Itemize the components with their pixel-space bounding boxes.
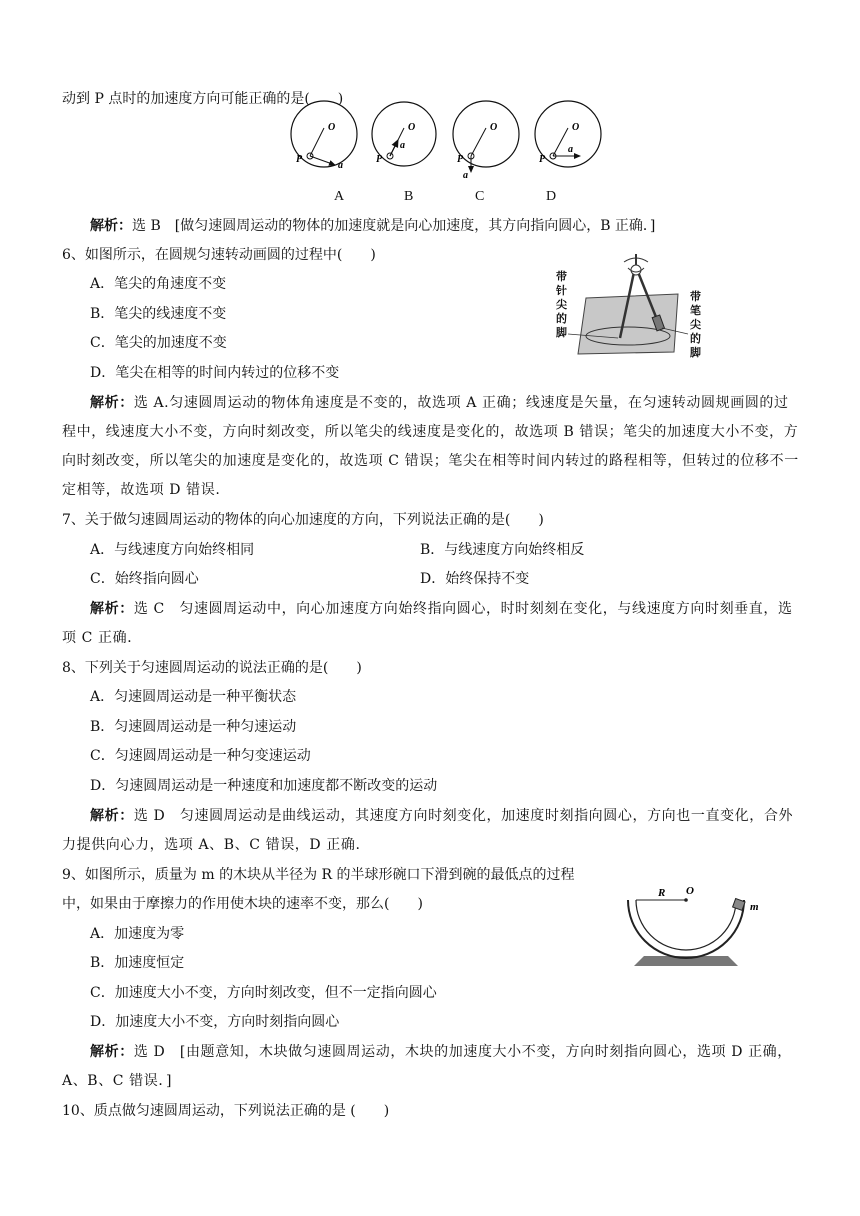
q5-caption-c: C <box>475 189 485 204</box>
q8-stem: 8、下列关于匀速圆周运动的说法正确的是( ) <box>62 660 362 676</box>
q6-analysis-label: 解析： <box>90 395 134 411</box>
q9-bowl-figure <box>616 880 776 970</box>
q5-figure-d-label-p: P <box>539 154 546 165</box>
q5-analysis <box>90 216 830 236</box>
q9-option-c: C．加速度大小不变，方向时刻改变，但不一定指向圆心 <box>90 985 437 1001</box>
svg-text:针: 针 <box>556 285 567 297</box>
q5-stem-end: 动到 P 点时的加速度方向可能正确的是( ) <box>62 91 344 107</box>
q9-stem-line1: 9、如图所示，质量为 m 的木块从半径为 R 的半球形碗口下滑到碗的最低点的过程 <box>62 867 575 883</box>
q6-compass-figure <box>548 250 718 360</box>
q5-figure-d <box>535 101 601 167</box>
q9-label-r: R <box>658 887 666 899</box>
q5-analysis-text: 选 B [做匀速圆周运动的物体的加速度就是向心加速度，其方向指向圆心，B 正确．] <box>132 218 656 234</box>
q6-analysis <box>62 389 800 505</box>
q8-option-a: A．匀速圆周运动是一种平衡状态 <box>90 689 297 705</box>
q8-option-b: B．匀速圆周运动是一种匀速运动 <box>90 719 297 735</box>
svg-text:带: 带 <box>556 271 567 283</box>
q6-analysis-text: 选 A.匀速圆周运动的物体角速度是不变的，故选项 A 正确；线速度是矢量，在匀速转动圆规画圆的过程中，线速度大小不变，方向时刻改变，所以笔尖的线速度是变化的，故选项 B 错误；笔尖的加速度大小不变，方向时刻改变，所以笔尖的加速度是变化的，故选项 C 错误；笔尖在相等时间内转过的路程相等，但转过的位移不一定相等，故选项 D 错误. <box>62 395 799 498</box>
q9-label-m: m <box>750 901 759 913</box>
q5-figure-a-label-p: P <box>296 154 303 165</box>
q5-figure-a-label-a: a <box>338 160 343 171</box>
q9-label-o: O <box>686 885 694 897</box>
q8-analysis-label: 解析： <box>90 808 134 824</box>
q5-figure-b-label-p: P <box>376 154 383 165</box>
svg-text:脚: 脚 <box>690 347 701 359</box>
q7-option-a: A．与线速度方向始终相同 <box>90 542 255 558</box>
q6-label-pen-foot <box>690 289 701 359</box>
q5-figure-c-label-a: a <box>463 170 468 181</box>
q7-stem: 7、关于做匀速圆周运动的物体的向心加速度的方向，下列说法正确的是( ) <box>62 512 544 528</box>
q5-figure-a <box>291 101 357 171</box>
q5-figure-d-label-a: a <box>568 144 573 155</box>
q9-analysis-label: 解析： <box>90 1044 134 1060</box>
q5-option-figures <box>280 92 610 184</box>
q9-analysis <box>62 1038 800 1096</box>
q5-caption-a: A <box>334 189 345 204</box>
q6-option-b: B．笔尖的线速度不变 <box>90 306 227 322</box>
q7-analysis-label: 解析： <box>90 601 134 617</box>
q5-figure-c-label-p: P <box>457 154 464 165</box>
q5-figure-b-label-o: O <box>408 122 416 133</box>
q6-stem: 6、如图所示，在圆规匀速转动画圆的过程中( ) <box>62 247 376 263</box>
q5-figure-c-label-o: O <box>490 122 498 133</box>
q5-figure-b-label-a: a <box>400 140 405 151</box>
svg-text:尖: 尖 <box>690 319 701 331</box>
q5-figure-c <box>453 101 519 181</box>
q8-analysis <box>62 802 800 860</box>
svg-text:的: 的 <box>556 313 567 325</box>
q7-analysis-text: 选 C 匀速圆周运动中，向心加速度方向始终指向圆心，时时刻刻在变化，与线速度方向时刻垂直，选项 C 正确． <box>62 601 793 646</box>
q7-option-b: B．与线速度方向始终相反 <box>420 542 585 558</box>
q9-stem-line2: 中，如果由于摩擦力的作用使木块的速率不变，那么( ) <box>62 896 423 912</box>
q5-caption-b: B <box>404 189 414 204</box>
q7-option-c: C．始终指向圆心 <box>90 571 199 587</box>
svg-text:脚: 脚 <box>556 327 567 339</box>
q5-figure-b <box>372 102 436 166</box>
q6-pen-foot-text <box>0 0 5 1</box>
svg-text:带: 带 <box>690 291 701 303</box>
q9-analysis-text: 选 D [由题意知，木块做匀速圆周运动，木块的加速度大小不变，方向时刻指向圆心，选项 D 正确，A、B、C 错误．] <box>62 1044 792 1089</box>
q7-analysis <box>62 595 800 653</box>
svg-text:笔: 笔 <box>690 305 701 317</box>
q10-stem: 10、质点做匀速圆周运动，下列说法正确的是 ( ) <box>62 1103 390 1119</box>
q9-option-a: A．加速度为零 <box>90 926 185 942</box>
q5-caption-d: D <box>546 189 557 204</box>
q8-option-d: D．匀速圆周运动是一种速度和加速度都不断改变的运动 <box>90 778 438 794</box>
q6-option-d: D．笔尖在相等的时间内转过的位移不变 <box>90 365 340 381</box>
q9-option-d: D．加速度大小不变，方向时刻指向圆心 <box>90 1014 340 1030</box>
q5-analysis-label: 解析： <box>90 218 132 234</box>
q8-analysis-text: 选 D 匀速圆周运动是曲线运动，其速度方向时刻变化，加速度时刻指向圆心，方向也一直变化，合外力提供向心力，选项 A、B、C 错误，D 正确. <box>62 808 794 853</box>
q8-option-c: C．匀速圆周运动是一种匀变速运动 <box>90 748 311 764</box>
q6-option-c: C．笔尖的加速度不变 <box>90 335 227 351</box>
q9-option-b: B．加速度恒定 <box>90 955 185 971</box>
q6-option-a: A．笔尖的角速度不变 <box>90 276 227 292</box>
q6-label-needle-foot <box>555 269 567 339</box>
svg-text:尖: 尖 <box>556 299 567 311</box>
q5-figure-a-label-o: O <box>328 122 336 133</box>
q7-option-d: D．始终保持不变 <box>420 571 530 587</box>
svg-text:的: 的 <box>690 333 701 345</box>
q5-figure-d-label-o: O <box>572 122 580 133</box>
